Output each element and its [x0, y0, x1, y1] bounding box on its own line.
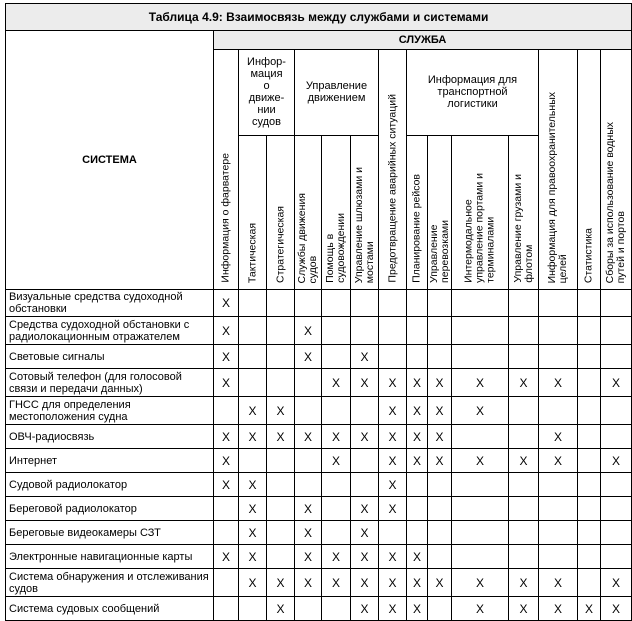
- empty-cell: [452, 545, 509, 569]
- empty-cell: [379, 290, 407, 317]
- empty-cell: [428, 290, 452, 317]
- empty-cell: [428, 317, 452, 345]
- mark-cell: X: [267, 597, 295, 621]
- empty-cell: [509, 545, 539, 569]
- empty-cell: [322, 497, 351, 521]
- empty-cell: [351, 449, 379, 473]
- col-header-text: Управление перевозками: [427, 220, 451, 283]
- empty-cell: [407, 290, 428, 317]
- empty-cell: [601, 290, 632, 317]
- mark-cell: X: [601, 597, 632, 621]
- mark-cell: X: [239, 521, 267, 545]
- table-row: [6, 521, 632, 545]
- empty-cell: [578, 397, 601, 425]
- mark-cell: X: [295, 569, 322, 597]
- table-row: [6, 345, 632, 369]
- col-header-text: Управление шлюзами и мостами: [352, 166, 376, 283]
- mark-cell: X: [539, 597, 578, 621]
- empty-cell: [214, 597, 239, 621]
- empty-cell: [267, 545, 295, 569]
- mark-cell: X: [239, 569, 267, 597]
- system-label: ГНСС для определения местоположения судна: [6, 397, 214, 425]
- mark-cell: X: [214, 545, 239, 569]
- empty-cell: [295, 369, 322, 397]
- mark-cell: X: [407, 545, 428, 569]
- group-header-movement-info: [239, 50, 295, 136]
- system-label: Береговой радиолокатор: [6, 497, 214, 521]
- mark-cell: X: [239, 473, 267, 497]
- empty-cell: [322, 521, 351, 545]
- mark-cell: X: [452, 397, 509, 425]
- empty-cell: [509, 317, 539, 345]
- mark-cell: X: [295, 317, 322, 345]
- mark-cell: X: [452, 597, 509, 621]
- table-row: [6, 497, 632, 521]
- mark-cell: X: [239, 545, 267, 569]
- system-label: Судовой радиолокатор: [6, 473, 214, 497]
- empty-cell: [578, 345, 601, 369]
- mark-cell: X: [379, 597, 407, 621]
- empty-cell: [539, 497, 578, 521]
- empty-cell: [428, 545, 452, 569]
- empty-cell: [601, 317, 632, 345]
- empty-cell: [322, 397, 351, 425]
- mark-cell: X: [452, 369, 509, 397]
- mark-cell: X: [351, 545, 379, 569]
- empty-cell: [509, 497, 539, 521]
- empty-cell: [601, 521, 632, 545]
- table-title: Таблица 4.9: Взаимосвязь между службами и системами: [6, 4, 632, 31]
- col-header-text: Планирование рейсов: [410, 174, 423, 283]
- mark-cell: X: [539, 425, 578, 449]
- col-header: [267, 135, 295, 289]
- empty-cell: [428, 597, 452, 621]
- col-header: [322, 135, 351, 289]
- empty-cell: [428, 497, 452, 521]
- mark-cell: X: [295, 521, 322, 545]
- mark-cell: X: [407, 425, 428, 449]
- mark-cell: X: [267, 569, 295, 597]
- empty-cell: [509, 290, 539, 317]
- table-row: [6, 369, 632, 397]
- group-header-logistics: [407, 50, 539, 136]
- empty-cell: [578, 545, 601, 569]
- mark-cell: X: [407, 397, 428, 425]
- mark-cell: X: [295, 545, 322, 569]
- empty-cell: [214, 397, 239, 425]
- empty-cell: [214, 497, 239, 521]
- empty-cell: [239, 597, 267, 621]
- mark-cell: X: [601, 569, 632, 597]
- empty-cell: [509, 473, 539, 497]
- empty-cell: [351, 290, 379, 317]
- mark-cell: X: [351, 345, 379, 369]
- system-label: Средства судоходной обстановки с радиолокационным отражателем: [6, 317, 214, 345]
- empty-cell: [407, 497, 428, 521]
- mark-cell: X: [509, 449, 539, 473]
- mark-cell: X: [214, 425, 239, 449]
- empty-cell: [578, 425, 601, 449]
- empty-cell: [322, 473, 351, 497]
- mark-cell: X: [601, 449, 632, 473]
- table-body: [6, 290, 632, 621]
- empty-cell: [452, 497, 509, 521]
- system-header: СИСТЕМА: [6, 31, 214, 290]
- empty-cell: [351, 397, 379, 425]
- mark-cell: X: [322, 545, 351, 569]
- empty-cell: [407, 473, 428, 497]
- mark-cell: X: [601, 369, 632, 397]
- system-label: Электронные навигационные карты: [6, 545, 214, 569]
- mark-cell: X: [407, 569, 428, 597]
- mark-cell: X: [322, 569, 351, 597]
- mark-cell: X: [322, 449, 351, 473]
- mark-cell: X: [322, 369, 351, 397]
- empty-cell: [322, 317, 351, 345]
- col-header: [578, 50, 601, 290]
- empty-cell: [452, 290, 509, 317]
- mark-cell: X: [379, 449, 407, 473]
- col-header: [407, 135, 428, 289]
- empty-cell: [379, 521, 407, 545]
- mark-cell: X: [295, 497, 322, 521]
- empty-cell: [267, 497, 295, 521]
- empty-cell: [578, 521, 601, 545]
- empty-cell: [214, 521, 239, 545]
- mark-cell: X: [509, 569, 539, 597]
- col-header-text: Управление грузами и флотом: [511, 174, 535, 283]
- empty-cell: [601, 345, 632, 369]
- empty-cell: [601, 425, 632, 449]
- empty-cell: [407, 521, 428, 545]
- empty-cell: [578, 290, 601, 317]
- empty-cell: [428, 521, 452, 545]
- mark-cell: X: [428, 569, 452, 597]
- empty-cell: [452, 473, 509, 497]
- system-label: Световые сигналы: [6, 345, 214, 369]
- empty-cell: [509, 425, 539, 449]
- empty-cell: [539, 397, 578, 425]
- empty-cell: [407, 317, 428, 345]
- mark-cell: X: [214, 345, 239, 369]
- mark-cell: X: [267, 425, 295, 449]
- empty-cell: [295, 290, 322, 317]
- mark-cell: X: [214, 473, 239, 497]
- empty-cell: [578, 569, 601, 597]
- mark-cell: X: [379, 425, 407, 449]
- col-header: [601, 50, 632, 290]
- empty-cell: [295, 473, 322, 497]
- mark-cell: X: [214, 369, 239, 397]
- mark-cell: X: [239, 497, 267, 521]
- empty-cell: [214, 569, 239, 597]
- empty-cell: [295, 397, 322, 425]
- mark-cell: X: [379, 545, 407, 569]
- col-header-text: Сборы за использование водных путей и портов: [604, 121, 628, 283]
- empty-cell: [295, 597, 322, 621]
- empty-cell: [509, 345, 539, 369]
- col-header-text: Статистика: [582, 227, 595, 283]
- col-header: [351, 135, 379, 289]
- table-row: [6, 449, 632, 473]
- mark-cell: X: [407, 597, 428, 621]
- group-header-text: Управление движением: [305, 80, 368, 105]
- mark-cell: X: [379, 369, 407, 397]
- empty-cell: [351, 317, 379, 345]
- empty-cell: [539, 345, 578, 369]
- mark-cell: X: [239, 397, 267, 425]
- empty-cell: [428, 473, 452, 497]
- mark-cell: X: [239, 425, 267, 449]
- mark-cell: X: [322, 425, 351, 449]
- empty-cell: [267, 290, 295, 317]
- col-header: [379, 50, 407, 290]
- empty-cell: [601, 497, 632, 521]
- col-header-text: Помощь в судовождении: [324, 213, 347, 283]
- empty-cell: [601, 545, 632, 569]
- mark-cell: X: [407, 449, 428, 473]
- mark-cell: X: [351, 425, 379, 449]
- empty-cell: [322, 597, 351, 621]
- mark-cell: X: [428, 369, 452, 397]
- mark-cell: X: [539, 449, 578, 473]
- col-header-text: Информация для правоохранительных целей: [546, 91, 569, 283]
- group-header-text: Информация для транспортной логистики: [427, 74, 518, 111]
- empty-cell: [239, 369, 267, 397]
- table-row: [6, 397, 632, 425]
- system-label: Система судовых сообщений: [6, 597, 214, 621]
- empty-cell: [295, 449, 322, 473]
- empty-cell: [578, 473, 601, 497]
- mark-cell: X: [539, 569, 578, 597]
- mark-cell: X: [214, 290, 239, 317]
- mark-cell: X: [452, 449, 509, 473]
- group-header-text: Инфор- мация о движе- нии судов: [247, 56, 286, 129]
- empty-cell: [267, 521, 295, 545]
- empty-cell: [267, 449, 295, 473]
- mark-cell: X: [214, 449, 239, 473]
- empty-cell: [239, 345, 267, 369]
- table-frame: [5, 3, 628, 616]
- mark-cell: X: [428, 449, 452, 473]
- empty-cell: [239, 290, 267, 317]
- mark-cell: X: [214, 317, 239, 345]
- table-row: [6, 290, 632, 317]
- col-header-text: Информация о фарватере: [219, 153, 232, 283]
- table-row: [6, 425, 632, 449]
- empty-cell: [578, 497, 601, 521]
- empty-cell: [452, 425, 509, 449]
- mark-cell: X: [407, 369, 428, 397]
- empty-cell: [351, 473, 379, 497]
- empty-cell: [239, 449, 267, 473]
- empty-cell: [267, 345, 295, 369]
- col-header: [239, 135, 267, 289]
- col-header: [428, 135, 452, 289]
- empty-cell: [322, 290, 351, 317]
- empty-cell: [452, 317, 509, 345]
- mark-cell: X: [379, 569, 407, 597]
- empty-cell: [509, 397, 539, 425]
- empty-cell: [578, 449, 601, 473]
- table-row: [6, 473, 632, 497]
- mark-cell: X: [351, 521, 379, 545]
- system-label: Визуальные средства судоходной обстановки: [6, 290, 214, 317]
- empty-cell: [539, 290, 578, 317]
- empty-cell: [452, 345, 509, 369]
- empty-cell: [322, 345, 351, 369]
- empty-cell: [578, 369, 601, 397]
- mark-cell: X: [509, 597, 539, 621]
- empty-cell: [539, 545, 578, 569]
- empty-cell: [601, 397, 632, 425]
- col-header: [509, 135, 539, 289]
- empty-cell: [601, 473, 632, 497]
- table-row: [6, 545, 632, 569]
- mark-cell: X: [379, 473, 407, 497]
- empty-cell: [428, 345, 452, 369]
- service-header: СЛУЖБА: [214, 31, 632, 50]
- empty-cell: [239, 317, 267, 345]
- table-row: [6, 569, 632, 597]
- empty-cell: [539, 317, 578, 345]
- empty-cell: [407, 345, 428, 369]
- mark-cell: X: [351, 569, 379, 597]
- mark-cell: X: [379, 497, 407, 521]
- col-header-text: Стратегическая: [274, 206, 286, 283]
- col-header-text: Тактическая: [246, 222, 258, 283]
- mark-cell: X: [295, 345, 322, 369]
- table-row: [6, 317, 632, 345]
- empty-cell: [267, 317, 295, 345]
- mark-cell: X: [509, 369, 539, 397]
- empty-cell: [539, 473, 578, 497]
- col-header: [539, 50, 578, 290]
- col-header-text: Интермодальное управление портами и терминалами: [462, 173, 497, 283]
- system-label: ОВЧ-радиосвязь: [6, 425, 214, 449]
- system-label: Интернет: [6, 449, 214, 473]
- mark-cell: X: [379, 397, 407, 425]
- col-header: [452, 135, 509, 289]
- mark-cell: X: [428, 397, 452, 425]
- empty-cell: [267, 473, 295, 497]
- mark-cell: X: [578, 597, 601, 621]
- mark-cell: X: [351, 369, 379, 397]
- empty-cell: [509, 521, 539, 545]
- col-header: [214, 50, 239, 290]
- table-row: [6, 597, 632, 621]
- group-header-traffic-management: [295, 50, 379, 136]
- mark-cell: X: [428, 425, 452, 449]
- system-label: Система обнаружения и отслеживания судов: [6, 569, 214, 597]
- col-header-text: Службы движения судов: [296, 192, 319, 283]
- mark-cell: X: [351, 497, 379, 521]
- mark-cell: X: [539, 369, 578, 397]
- empty-cell: [578, 317, 601, 345]
- empty-cell: [452, 521, 509, 545]
- mark-cell: X: [267, 397, 295, 425]
- col-header: [295, 135, 322, 289]
- services-systems-table: [5, 3, 632, 621]
- mark-cell: X: [295, 425, 322, 449]
- system-label: Сотовый телефон (для голосовой связи и передачи данных): [6, 369, 214, 397]
- empty-cell: [379, 345, 407, 369]
- mark-cell: X: [452, 569, 509, 597]
- mark-cell: X: [351, 597, 379, 621]
- empty-cell: [539, 521, 578, 545]
- empty-cell: [267, 369, 295, 397]
- system-label: Береговые видеокамеры СЗТ: [6, 521, 214, 545]
- col-header-text: Предотвращение аварийных ситуаций: [386, 94, 398, 283]
- empty-cell: [379, 317, 407, 345]
